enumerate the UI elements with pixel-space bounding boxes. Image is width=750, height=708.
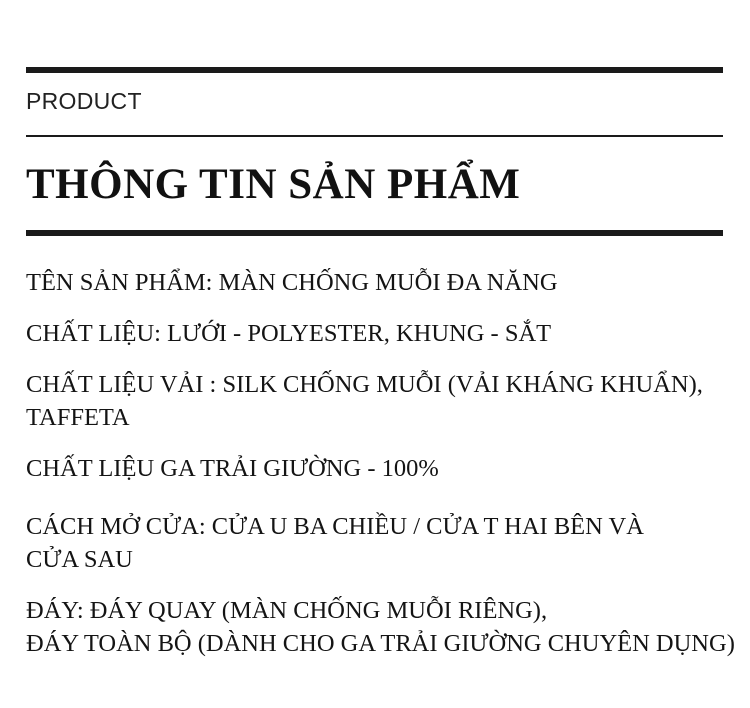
spec-line: CHẤT LIỆU: LƯỚI - POLYESTER, KHUNG - SẮT: [26, 320, 552, 347]
spec-line: CHẤT LIỆU VẢI : SILK CHỐNG MUỖI (VẢI KHÁNG KHUẨN),: [26, 371, 703, 398]
middle-divider: [26, 135, 723, 137]
spec-line: CÁCH MỞ CỬA: CỬA U BA CHIỀU / CỬA T HAI BÊN VÀ: [26, 513, 644, 540]
top-divider: [26, 67, 723, 73]
spec-line: TAFFETA: [26, 404, 130, 431]
spec-line: ĐÁY TOÀN BỘ (DÀNH CHO GA TRẢI GIƯỜNG CHUYÊN DỤNG): [26, 630, 735, 657]
spec-line: CHẤT LIỆU GA TRẢI GIƯỜNG - 100%: [26, 455, 439, 482]
section-kicker: PRODUCT: [26, 88, 142, 114]
spec-fabric: [26, 368, 746, 434]
spec-bottom: [26, 594, 746, 660]
spec-line: TÊN SẢN PHẨM: MÀN CHỐNG MUỖI ĐA NĂNG: [26, 269, 558, 296]
bottom-divider: [26, 230, 723, 236]
page-title: THÔNG TIN SẢN PHẨM: [26, 161, 521, 208]
spec-line: ĐÁY: ĐÁY QUAY (MÀN CHỐNG MUỖI RIÊNG),: [26, 597, 548, 624]
spec-line: CỬA SAU: [26, 546, 133, 573]
spec-product-name: [26, 266, 746, 299]
spec-material: [26, 317, 746, 350]
spec-bedsheet: [26, 452, 746, 485]
spec-door: [26, 510, 746, 576]
